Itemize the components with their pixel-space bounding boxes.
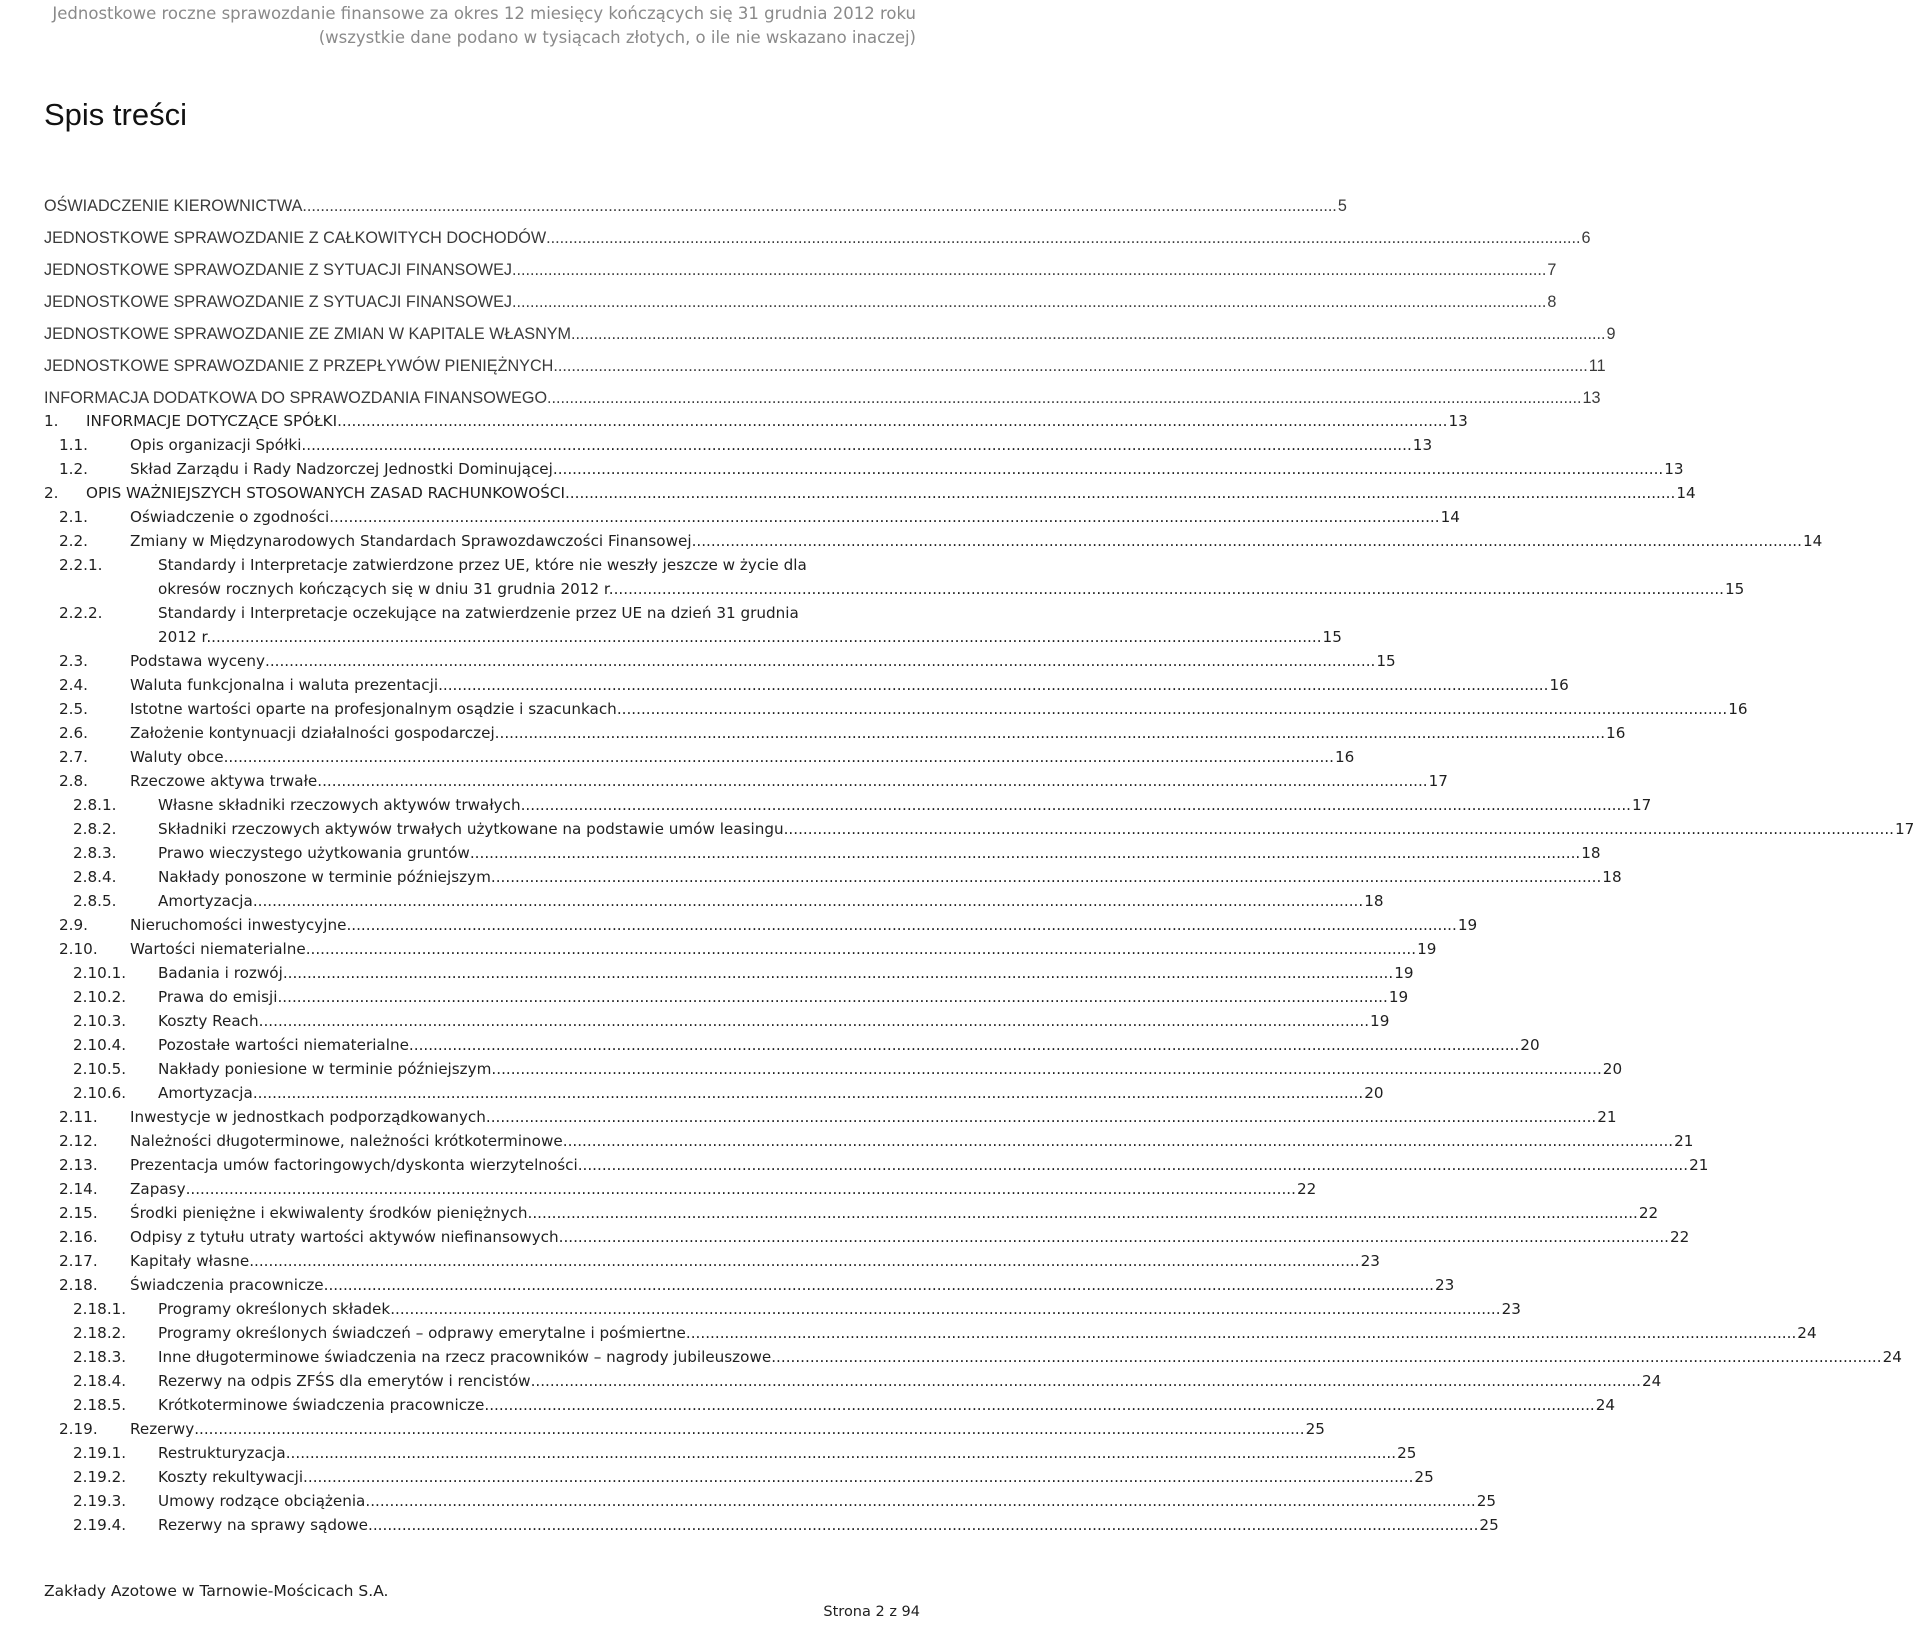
toc-title: Spis treści bbox=[44, 97, 187, 132]
dot-leader bbox=[329, 505, 1439, 529]
toc-entry[interactable] bbox=[44, 673, 1569, 697]
footer-page-number: Strona 2 z 94 bbox=[823, 1604, 920, 1620]
toc-entry-page: 20 bbox=[1602, 1060, 1623, 1078]
toc-entry-label: Rezerwy na sprawy sądowe bbox=[158, 1516, 369, 1534]
toc-entry[interactable] bbox=[44, 1441, 1417, 1465]
toc-entry-label: Inne długoterminowe świadczenia na rzecz pracowników – nagrody jubileuszowe bbox=[158, 1348, 772, 1366]
dot-leader bbox=[491, 865, 1601, 889]
toc-entry-label-line1: Standardy i Interpretacje oczekujące na zatwierdzenie przez UE na dzień 31 grudnia bbox=[158, 604, 799, 622]
toc-entry-label: OŚWIADCZENIE KIEROWNICTWA bbox=[44, 197, 303, 215]
dot-leader bbox=[512, 254, 1546, 286]
toc-entry-page: 22 bbox=[1638, 1204, 1659, 1222]
dot-leader bbox=[784, 817, 1894, 841]
toc-entry[interactable] bbox=[44, 769, 1448, 793]
toc-entry-number: 2.2. bbox=[59, 532, 88, 550]
toc-entry-page: 19 bbox=[1370, 1012, 1390, 1030]
dot-leader bbox=[265, 649, 1375, 673]
toc-entry[interactable] bbox=[44, 318, 1616, 350]
toc-entry-page: 16 bbox=[1549, 676, 1569, 694]
dot-leader bbox=[317, 769, 1427, 793]
toc-entry-number: 2.10.3. bbox=[73, 1012, 127, 1030]
toc-entry-number: 2.10.4. bbox=[73, 1036, 127, 1054]
toc-entry-label: JEDNOSTKOWE SPRAWOZDANIE Z SYTUACJI FINANSOWEJ bbox=[44, 293, 512, 311]
toc-entry-label: Nieruchomości inwestycyjne bbox=[130, 916, 347, 934]
toc-entry-number: 2.12. bbox=[59, 1132, 98, 1150]
toc-entry-page: 16 bbox=[1728, 700, 1748, 718]
toc-entry-page: 13 bbox=[1582, 389, 1601, 407]
toc-entry-page: 17 bbox=[1428, 772, 1448, 790]
toc-entry-number: 2.10.5. bbox=[73, 1060, 127, 1078]
toc-entry-number: 2.19.1. bbox=[73, 1444, 127, 1462]
dot-leader bbox=[337, 409, 1447, 433]
toc-entry[interactable] bbox=[44, 1249, 1380, 1273]
toc-entry-page: 24 bbox=[1641, 1372, 1662, 1390]
toc-entry-number: 2.2.1. bbox=[59, 556, 103, 574]
toc-entry-page: 7 bbox=[1547, 261, 1557, 279]
toc-entry-page: 9 bbox=[1606, 325, 1616, 343]
toc-entry[interactable] bbox=[44, 793, 1652, 817]
toc-entry-page: 14 bbox=[1676, 484, 1696, 502]
toc-entry-page: 25 bbox=[1476, 1492, 1497, 1510]
toc-entry-label: Pozostałe wartości niematerialne bbox=[158, 1036, 409, 1054]
toc-entry-page: 18 bbox=[1602, 868, 1622, 886]
toc-entry[interactable] bbox=[44, 457, 1684, 481]
dot-leader bbox=[301, 433, 1411, 457]
toc-entry-page: 23 bbox=[1360, 1252, 1380, 1270]
toc-entry-number: 2.10. bbox=[59, 940, 98, 958]
dot-leader bbox=[302, 190, 1336, 222]
toc-entry-line2 bbox=[158, 625, 1342, 649]
toc-entry-page: 24 bbox=[1595, 1396, 1616, 1414]
toc-entry-number: 2.8.3. bbox=[73, 844, 117, 862]
toc-entry-label: Inwestycje w jednostkach podporządkowanych bbox=[130, 1108, 486, 1126]
toc-entry-label: Kapitały własne bbox=[130, 1252, 250, 1270]
toc-entry-number: 2.4. bbox=[59, 676, 88, 694]
toc-entry-number: 2.3. bbox=[59, 652, 88, 670]
toc-entry[interactable] bbox=[44, 1393, 1616, 1417]
toc-entry-page: 18 bbox=[1581, 844, 1601, 862]
dot-leader bbox=[692, 529, 1802, 553]
toc-entry-line2 bbox=[158, 577, 1745, 601]
toc-entry-page: 13 bbox=[1448, 412, 1468, 430]
toc-entry[interactable] bbox=[44, 913, 1478, 937]
toc-entry[interactable] bbox=[44, 222, 1591, 254]
toc-entry[interactable] bbox=[44, 1345, 1902, 1369]
toc-entry-label: JEDNOSTKOWE SPRAWOZDANIE ZE ZMIAN W KAPITALE WŁASNYM bbox=[44, 325, 572, 343]
toc-entry-number: 2.18.2. bbox=[73, 1324, 127, 1342]
toc-entry-number: 1. bbox=[44, 412, 59, 430]
toc-entry-number: 2.8.4. bbox=[73, 868, 117, 886]
toc-entry-number: 2.19.3. bbox=[73, 1492, 127, 1510]
toc-entry-label: INFORMACJA DODATKOWA DO SPRAWOZDANIA FINANSOWEGO bbox=[44, 389, 548, 407]
toc-entry-number: 2.8.5. bbox=[73, 892, 117, 910]
toc-entry-page: 16 bbox=[1606, 724, 1626, 742]
toc-entry-page: 16 bbox=[1334, 748, 1355, 766]
toc-entry-page: 13 bbox=[1664, 460, 1684, 478]
dot-leader bbox=[211, 625, 1321, 649]
toc-entry-page: 20 bbox=[1364, 1084, 1384, 1102]
toc-entry[interactable] bbox=[44, 190, 1347, 222]
toc-entry-page: 18 bbox=[1364, 892, 1384, 910]
toc-entry-label: JEDNOSTKOWE SPRAWOZDANIE Z CAŁKOWITYCH DOCHODÓW bbox=[44, 229, 547, 247]
toc-entry-page: 15 bbox=[1376, 652, 1396, 670]
toc-entry-number: 1.2. bbox=[59, 460, 88, 478]
toc-entry[interactable] bbox=[44, 937, 1437, 961]
toc-entry-label: Opis organizacji Spółki bbox=[130, 436, 302, 454]
toc-entry-label: Świadczenia pracownicze bbox=[130, 1276, 324, 1294]
toc-entry-number: 2.11. bbox=[59, 1108, 98, 1126]
toc-entry[interactable] bbox=[44, 481, 1696, 505]
toc-entry-page: 19 bbox=[1457, 916, 1478, 934]
toc-entry-label: Waluta funkcjonalna i waluta prezentacji bbox=[130, 676, 439, 694]
toc-entry[interactable] bbox=[44, 1081, 1384, 1105]
toc-entry[interactable] bbox=[44, 1033, 1540, 1057]
toc-entry-label: Należności długoterminowe, należności krótkoterminowe bbox=[130, 1132, 563, 1150]
toc-entry-page: 25 bbox=[1479, 1516, 1499, 1534]
dot-leader bbox=[528, 1201, 1638, 1225]
toc-entry-label: Waluty obce bbox=[130, 748, 224, 766]
toc-entry-label: Skład Zarządu i Rady Nadzorczej Jednostki Dominującej bbox=[130, 460, 553, 478]
toc-entry[interactable] bbox=[44, 1153, 1709, 1177]
toc-entry[interactable] bbox=[44, 745, 1355, 769]
dot-leader bbox=[253, 889, 1363, 913]
toc-entry-label: Koszty Reach bbox=[158, 1012, 259, 1030]
toc-entry[interactable] bbox=[44, 409, 1468, 433]
toc-entry-number: 1.1. bbox=[59, 436, 88, 454]
toc-entry-label: Umowy rodzące obciążenia bbox=[158, 1492, 366, 1510]
toc-entry-number: 2.17. bbox=[59, 1252, 98, 1270]
toc-entry-number: 2.14. bbox=[59, 1180, 98, 1198]
toc-entry-page: 20 bbox=[1520, 1036, 1540, 1054]
toc-entry-number: 2.19.2. bbox=[73, 1468, 127, 1486]
toc-entry-label: Zapasy bbox=[130, 1180, 186, 1198]
toc-entry-page: 8 bbox=[1547, 293, 1557, 311]
toc-entry-number: 2.18.4. bbox=[73, 1372, 127, 1390]
dot-leader bbox=[771, 1345, 1881, 1369]
toc-entry-label-line2: okresów rocznych kończących się w dniu 31 grudnia 2012 r. bbox=[158, 580, 614, 598]
toc-entry-page: 22 bbox=[1296, 1180, 1317, 1198]
toc-entry-number: 2. bbox=[44, 484, 59, 502]
toc-entry[interactable] bbox=[44, 721, 1626, 745]
toc-entry-label: Restrukturyzacja bbox=[158, 1444, 286, 1462]
toc-entry-number: 2.9. bbox=[59, 916, 88, 934]
toc-entry-number: 2.18. bbox=[59, 1276, 98, 1294]
toc-entry[interactable] bbox=[44, 841, 1601, 865]
dot-leader bbox=[486, 1105, 1596, 1129]
toc-entry-page: 23 bbox=[1435, 1276, 1455, 1294]
toc-entry-number: 2.10.6. bbox=[73, 1084, 127, 1102]
dot-leader bbox=[283, 961, 1393, 985]
toc-entry-page: 23 bbox=[1501, 1300, 1521, 1318]
toc-entry-number: 2.6. bbox=[59, 724, 88, 742]
toc-entry-label: JEDNOSTKOWE SPRAWOZDANIE Z PRZEPŁYWÓW PIENIĘŻNYCH bbox=[44, 357, 554, 375]
toc-entry[interactable] bbox=[44, 350, 1606, 382]
dot-leader bbox=[249, 1249, 1359, 1273]
toc-entry-page: 21 bbox=[1597, 1108, 1617, 1126]
toc-entry-label: Rezerwy bbox=[130, 1420, 195, 1438]
toc-entry-label: INFORMACJE DOTYCZĄCE SPÓŁKI bbox=[86, 412, 338, 430]
dot-leader bbox=[365, 1489, 1475, 1513]
toc-entry[interactable] bbox=[44, 1129, 1694, 1153]
dot-leader bbox=[553, 350, 1587, 382]
toc-entry-label: Programy określonych składek bbox=[158, 1300, 391, 1318]
dot-leader bbox=[563, 1129, 1673, 1153]
dot-leader bbox=[346, 913, 1456, 937]
dot-leader bbox=[186, 1177, 1296, 1201]
toc-entry-number: 2.8.2. bbox=[73, 820, 117, 838]
toc-entry[interactable] bbox=[44, 865, 1622, 889]
dot-leader bbox=[617, 697, 1727, 721]
toc-entry-page: 14 bbox=[1440, 508, 1460, 526]
toc-entry[interactable] bbox=[44, 817, 1914, 841]
toc-entry-page: 17 bbox=[1631, 796, 1652, 814]
toc-entry[interactable] bbox=[44, 286, 1557, 318]
toc-entry-label: OPIS WAŻNIEJSZYCH STOSOWANYCH ZASAD RACHUNKOWOŚCI bbox=[86, 484, 565, 502]
toc-entry-page: 19 bbox=[1394, 964, 1414, 982]
dot-leader bbox=[390, 1297, 1500, 1321]
toc-entry-label: Krótkoterminowe świadczenia pracownicze bbox=[158, 1396, 485, 1414]
toc-entry-label: Wartości niematerialne bbox=[130, 940, 306, 958]
toc-entry[interactable] bbox=[44, 1177, 1317, 1201]
toc-entry-number: 2.13. bbox=[59, 1156, 98, 1174]
toc-entry-number: 2.19. bbox=[59, 1420, 98, 1438]
toc-entry-page: 11 bbox=[1588, 357, 1606, 375]
toc-entry-page: 14 bbox=[1802, 532, 1823, 550]
toc-entry-label: Rzeczowe aktywa trwałe bbox=[130, 772, 318, 790]
toc-entry-number: 2.2.2. bbox=[59, 604, 103, 622]
toc-entry[interactable] bbox=[44, 553, 1745, 601]
toc-entry-page: 13 bbox=[1412, 436, 1433, 454]
toc-entry-number: 2.8.1. bbox=[73, 796, 117, 814]
toc-entry-number: 2.18.3. bbox=[73, 1348, 127, 1366]
toc-entry-page: 24 bbox=[1797, 1324, 1817, 1342]
dot-leader bbox=[470, 841, 1580, 865]
toc-entry-number: 2.18.1. bbox=[73, 1300, 127, 1318]
toc-entry-number: 2.16. bbox=[59, 1228, 98, 1246]
toc-entry-label: Koszty rekultywacji bbox=[158, 1468, 304, 1486]
toc-entry[interactable] bbox=[44, 254, 1557, 286]
toc-entry-label: Zmiany w Międzynarodowych Standardach Sprawozdawczości Finansowej bbox=[130, 532, 692, 550]
toc-entry[interactable] bbox=[44, 1369, 1662, 1393]
toc-entry-label: Badania i rozwój bbox=[158, 964, 283, 982]
toc-entry[interactable] bbox=[44, 1297, 1521, 1321]
toc-entry-page: 21 bbox=[1689, 1156, 1709, 1174]
running-header bbox=[52, 2, 916, 50]
toc-entry-number: 2.10.1. bbox=[73, 964, 127, 982]
toc-entry-page: 22 bbox=[1670, 1228, 1690, 1246]
toc-entry[interactable] bbox=[44, 1273, 1455, 1297]
toc-entry-label: Amortyzacja bbox=[158, 892, 253, 910]
dot-leader bbox=[546, 222, 1580, 254]
toc-entry-number: 2.1. bbox=[59, 508, 88, 526]
toc-entry[interactable] bbox=[44, 697, 1748, 721]
footer-company: Zakłady Azotowe w Tarnowie-Mościcach S.A. bbox=[44, 1582, 389, 1600]
dot-leader bbox=[491, 1057, 1601, 1081]
dot-leader bbox=[253, 1081, 1363, 1105]
toc-entry-page: 17 bbox=[1894, 820, 1914, 838]
toc-entry-page: 25 bbox=[1397, 1444, 1417, 1462]
toc-entry-page: 15 bbox=[1724, 580, 1745, 598]
dot-leader bbox=[686, 1321, 1796, 1345]
toc-entry[interactable] bbox=[44, 1057, 1623, 1081]
toc-entry[interactable] bbox=[44, 433, 1433, 457]
toc-entry-label: Nakłady ponoszone w terminie późniejszym bbox=[158, 868, 491, 886]
toc-entry-number: 2.7. bbox=[59, 748, 88, 766]
toc-entry-number: 2.18.5. bbox=[73, 1396, 127, 1414]
toc-entry-label: Składniki rzeczowych aktywów trwałych użytkowane na podstawie umów leasingu bbox=[158, 820, 784, 838]
dot-leader bbox=[324, 1273, 1434, 1297]
toc-entry[interactable] bbox=[44, 505, 1460, 529]
toc-entry-label: Rezerwy na odpis ZFŚS dla emerytów i rencistów bbox=[158, 1372, 531, 1390]
toc-entry-label-line1: Standardy i Interpretacje zatwierdzone przez UE, które nie weszły jeszcze w życie dla bbox=[158, 556, 807, 574]
toc-entry-page: 21 bbox=[1674, 1132, 1694, 1150]
dot-leader bbox=[409, 1033, 1519, 1057]
toc-entry-page: 25 bbox=[1414, 1468, 1434, 1486]
dot-leader bbox=[368, 1513, 1478, 1537]
toc-entry-label: Środki pieniężne i ekwiwalenty środków pieniężnych bbox=[130, 1204, 528, 1222]
toc-entry-label: Odpisy z tytułu utraty wartości aktywów niefinansowych bbox=[130, 1228, 559, 1246]
toc-entry[interactable] bbox=[44, 649, 1396, 673]
toc-entry[interactable] bbox=[44, 985, 1409, 1009]
dot-leader bbox=[578, 1153, 1688, 1177]
toc-entry[interactable] bbox=[44, 601, 1342, 649]
toc-entry-page: 15 bbox=[1322, 628, 1342, 646]
dot-leader bbox=[286, 1441, 1396, 1465]
toc-entry-label: Prawa do emisji bbox=[158, 988, 278, 1006]
toc-entry-label: Oświadczenie o zgodności bbox=[130, 508, 330, 526]
toc-entry-page: 6 bbox=[1581, 229, 1591, 247]
dot-leader bbox=[553, 457, 1663, 481]
toc-entry-number: 2.5. bbox=[59, 700, 88, 718]
dot-leader bbox=[277, 985, 1387, 1009]
toc-entry-page: 25 bbox=[1305, 1420, 1325, 1438]
dot-leader bbox=[521, 793, 1631, 817]
toc-entry-label: Amortyzacja bbox=[158, 1084, 253, 1102]
toc-entry-label: Prawo wieczystego użytkowania gruntów bbox=[158, 844, 470, 862]
toc-entry-number: 2.10.2. bbox=[73, 988, 127, 1006]
dot-leader bbox=[512, 286, 1546, 318]
toc-entry-label: Nakłady poniesione w terminie późniejszym bbox=[158, 1060, 492, 1078]
toc-entry[interactable] bbox=[44, 1465, 1434, 1489]
dot-leader bbox=[614, 577, 1724, 601]
toc-entry[interactable] bbox=[44, 1513, 1499, 1537]
dot-leader bbox=[194, 1417, 1304, 1441]
toc-entry[interactable] bbox=[44, 1009, 1390, 1033]
toc-entry-label: Własne składniki rzeczowych aktywów trwałych bbox=[158, 796, 521, 814]
dot-leader bbox=[303, 1465, 1413, 1489]
toc-entry-number: 2.8. bbox=[59, 772, 88, 790]
toc-entry-label: JEDNOSTKOWE SPRAWOZDANIE Z SYTUACJI FINANSOWEJ bbox=[44, 261, 512, 279]
header-line-1: Jednostkowe roczne sprawozdanie finansowe za okres 12 miesięcy kończących się 31 grudnia 2012 roku bbox=[52, 4, 916, 23]
toc-entry-page: 19 bbox=[1388, 988, 1409, 1006]
dot-leader bbox=[571, 318, 1605, 350]
header-line-2: (wszystkie dane podano w tysiącach złotych, o ile nie wskazano inaczej) bbox=[318, 28, 916, 47]
dot-leader bbox=[565, 481, 1675, 505]
toc-entry-page: 24 bbox=[1882, 1348, 1902, 1366]
toc-entry-label: Programy określonych świadczeń – odprawy emerytalne i pośmiertne bbox=[158, 1324, 686, 1342]
dot-leader bbox=[438, 673, 1548, 697]
toc-entry[interactable] bbox=[44, 889, 1384, 913]
dot-leader bbox=[484, 1393, 1594, 1417]
toc-entry[interactable] bbox=[44, 1105, 1617, 1129]
toc-entry[interactable] bbox=[44, 1225, 1690, 1249]
toc-entry[interactable] bbox=[44, 529, 1823, 553]
toc-entry-number: 2.15. bbox=[59, 1204, 98, 1222]
toc-entry[interactable] bbox=[44, 961, 1414, 985]
dot-leader bbox=[224, 745, 1334, 769]
toc-entry-label: Istotne wartości oparte na profesjonalnym osądzie i szacunkach bbox=[130, 700, 617, 718]
toc-entry[interactable] bbox=[44, 1321, 1817, 1345]
toc-entry-label-line2: 2012 r. bbox=[158, 628, 212, 646]
dot-leader bbox=[495, 721, 1605, 745]
dot-leader bbox=[306, 937, 1416, 961]
toc-entry[interactable] bbox=[44, 1201, 1659, 1225]
toc-entry-label: Założenie kontynuacji działalności gospodarczej bbox=[130, 724, 495, 742]
toc-entry-page: 19 bbox=[1417, 940, 1437, 958]
toc-entry[interactable] bbox=[44, 1417, 1325, 1441]
toc-entry-label: Prezentacja umów factoringowych/dyskonta wierzytelności bbox=[130, 1156, 578, 1174]
dot-leader bbox=[531, 1369, 1641, 1393]
dot-leader bbox=[259, 1009, 1369, 1033]
dot-leader bbox=[559, 1225, 1669, 1249]
toc-entry[interactable] bbox=[44, 1489, 1497, 1513]
toc-entry-number: 2.19.4. bbox=[73, 1516, 127, 1534]
toc-entry-page: 5 bbox=[1337, 197, 1347, 215]
toc-entry-label: Podstawa wyceny bbox=[130, 652, 265, 670]
